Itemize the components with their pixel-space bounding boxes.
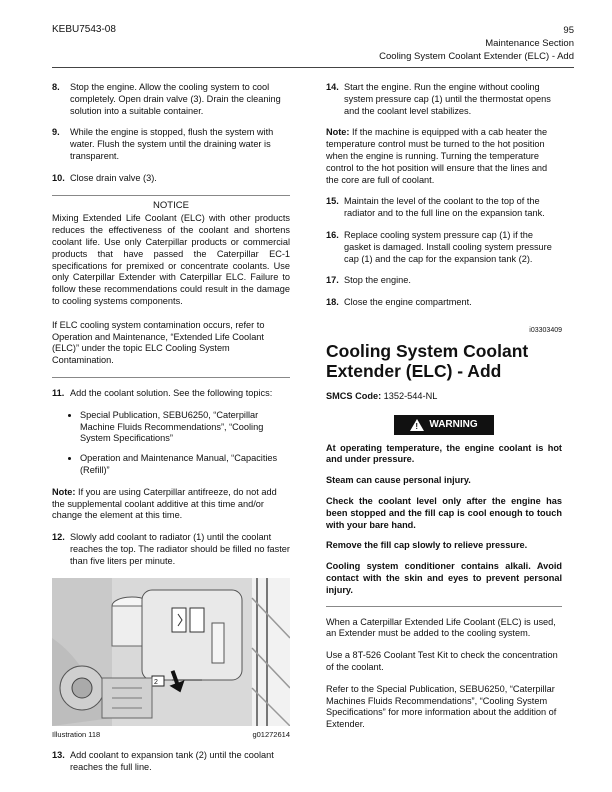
note-text: If the machine is equipped with a cab heater the temperature control must be turned to the hot position when the engine is running. Turning the temperature control to the hot position will ensure that the lines and the core are full of coolant. [326, 127, 548, 185]
step-17 [326, 275, 562, 287]
page-header [379, 24, 574, 63]
step-14 [326, 82, 562, 117]
illustration-id: g01272614 [252, 729, 290, 739]
right-column [326, 82, 562, 741]
notice-bottom-rule [52, 377, 290, 378]
step-text: Stop the engine. [344, 275, 411, 286]
step-text: Close the engine compartment. [344, 297, 472, 308]
body-paragraph: When a Caterpillar Extended Life Coolant (ELC) is used, an Extender must be added to the cooling system. [326, 616, 556, 639]
note-paragraph [326, 127, 562, 186]
notice-body: Mixing Extended Life Coolant (ELC) with other products reduces the effectiveness of the coolant and shortens coolant life. Use only Caterpillar products or commercial products that have passed the Caterpillar EC-1 specifications for premixed or concentrate coolants. Use only Caterpillar Extender with Caterpillar ELC. Failure to follow these recommendations could result in the damage to cooling systems components. [52, 213, 290, 306]
note-paragraph [52, 487, 290, 522]
smcs-code [326, 391, 562, 403]
step-text: Add the coolant solution. See the following topics: [70, 387, 273, 398]
radiator-expansion-tank-drawing [52, 578, 290, 726]
step-text: While the engine is stopped, flush the system with water. Flush the system until the draining water is transparent. [70, 127, 274, 161]
warning-label: WARNING [429, 418, 478, 430]
warning-paragraph: Steam can cause personal injury. [326, 475, 471, 486]
note-label: Note: [52, 486, 76, 497]
body-paragraph: Use a 8T-526 Coolant Test Kit to check the concentration of the coolant. [326, 650, 558, 672]
warning-banner [394, 415, 494, 435]
step-number: 13. [52, 750, 65, 761]
warning-bottom-rule [326, 606, 562, 607]
step-number: 8. [52, 82, 60, 92]
list-item: • Special Publication, SEBU6250, “Caterpillar Machine Fluids Recommendations”, “Cooling System Specifications” [80, 410, 290, 445]
illustration-image [52, 578, 290, 726]
topic-list [52, 410, 290, 477]
document-id: KEBU7543-08 [52, 24, 116, 35]
smcs-label: SMCS Code: [326, 390, 382, 401]
step-15 [326, 196, 562, 220]
warning-paragraph: Cooling system conditioner contains alkali. Avoid contact with the skin and eyes to prevent personal injury. [326, 561, 562, 595]
step-text: Maintain the level of the coolant to the top of the radiator and to the full line on the expansion tank. [344, 196, 545, 219]
warning-paragraph: Check the coolant level only after the engine has been stopped and the fill cap is cool enough to touch with your bare hand. [326, 495, 562, 530]
step-text: Add coolant to expansion tank (2) until the coolant reaches the full line. [70, 750, 274, 773]
step-text: Slowly add coolant to radiator (1) until the coolant reaches the top. The radiator should be filled no faster than five liters per minute. [70, 532, 290, 566]
page-number: 95 [563, 25, 574, 36]
step-11 [52, 388, 290, 400]
step-number: 14. [326, 82, 339, 92]
header-rule [52, 67, 574, 68]
illustration-caption-row [52, 729, 290, 741]
step-12 [52, 532, 290, 567]
elc-contamination-paragraph: If ELC cooling system contamination occurs, refer to Operation and Maintenance, “Extended Life Coolant (ELC)” under the topic ELC Cooling System Contamination. [52, 319, 265, 366]
step-number: 9. [52, 127, 60, 138]
step-16 [326, 230, 562, 265]
step-text: Start the engine. Run the engine without cooling system pressure cap (1) until the thermostat opens and the coolant level stabilizes. [344, 82, 551, 116]
warning-triangle-icon [410, 419, 424, 431]
warning-text-block [326, 443, 562, 597]
step-number: 12. [52, 532, 65, 543]
warning-paragraph: At operating temperature, the engine coolant is hot and under pressure. [326, 442, 562, 465]
step-13 [52, 750, 290, 774]
step-18 [326, 297, 562, 309]
section-name: Maintenance Section [485, 38, 574, 49]
step-number: 15. [326, 196, 339, 207]
smcs-value: 1352-544-NL [381, 390, 438, 401]
reference-id: i03303409 [529, 326, 562, 334]
step-text: Close drain valve (3). [70, 172, 157, 183]
notice-title: NOTICE [153, 199, 189, 211]
step-text: Replace cooling system pressure cap (1) if the gasket is damaged. Install cooling system pressure cap (1) and the cap for the expansion tank (2). [344, 229, 552, 264]
note-label: Note: [326, 127, 350, 138]
step-number: 10. [52, 172, 65, 183]
section-title: Cooling System Coolant Extender (ELC) - Add [326, 340, 529, 381]
step-number: 18. [326, 297, 339, 308]
left-column [52, 82, 290, 784]
step-number: 11. [52, 387, 65, 398]
step-number: 16. [326, 229, 339, 240]
topic-name: Cooling System Coolant Extender (ELC) - Add [379, 51, 574, 62]
body-paragraph: Refer to the Special Publication, SEBU6250, “Caterpillar Machines Fluids Recommendations”, “Cooling System Specifications” for more information about the addition of Extender. [326, 683, 557, 730]
step-9 [52, 127, 290, 162]
illustration-caption: Illustration 118 [52, 729, 101, 739]
warning-paragraph: Remove the fill cap slowly to relieve pressure. [326, 540, 528, 551]
step-number: 17. [326, 275, 339, 286]
step-8 [52, 82, 290, 117]
list-item: • Operation and Maintenance Manual, “Capacities (Refill)” [80, 453, 290, 477]
step-10 [52, 173, 290, 185]
note-text: If you are using Caterpillar antifreeze, do not add the supplemental coolant additive at this time and/or change the element at this time. [52, 486, 277, 521]
step-text: Stop the engine. Allow the cooling system to cool completely. Open drain valve (3). Drain the cleaning solution into a suitable container. [70, 82, 281, 116]
callout-label: 2 [154, 678, 158, 686]
notice-top-rule [52, 195, 290, 196]
